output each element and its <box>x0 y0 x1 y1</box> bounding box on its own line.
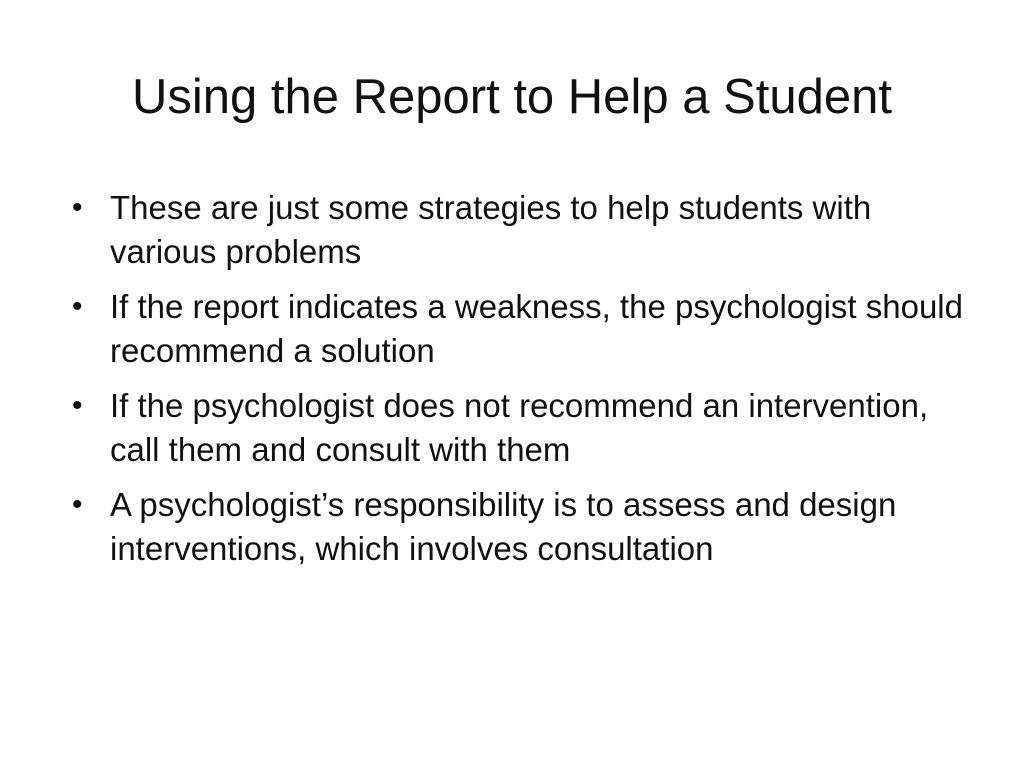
list-item <box>70 186 975 274</box>
bullet-text: If the report indicates a weakness, the psychologist should recommend a solution <box>110 288 963 369</box>
bullet-text: If the psychologist does not recommend an intervention, call them and consult with them <box>110 387 929 468</box>
bullet-list <box>70 186 975 582</box>
bullet-icon: • <box>72 191 83 224</box>
slide-title: Using the Report to Help a Student <box>132 70 892 124</box>
bullet-text: A psychologist’s responsibility is to assess and design interventions, which involves consultation <box>110 486 897 567</box>
bullet-icon: • <box>72 488 83 521</box>
bullet-text: These are just some strategies to help students with various problems <box>110 189 872 270</box>
list-item <box>70 483 975 571</box>
list-item <box>70 384 975 472</box>
bullet-icon: • <box>72 290 83 323</box>
bullet-icon: • <box>72 389 83 422</box>
list-item <box>70 285 975 373</box>
